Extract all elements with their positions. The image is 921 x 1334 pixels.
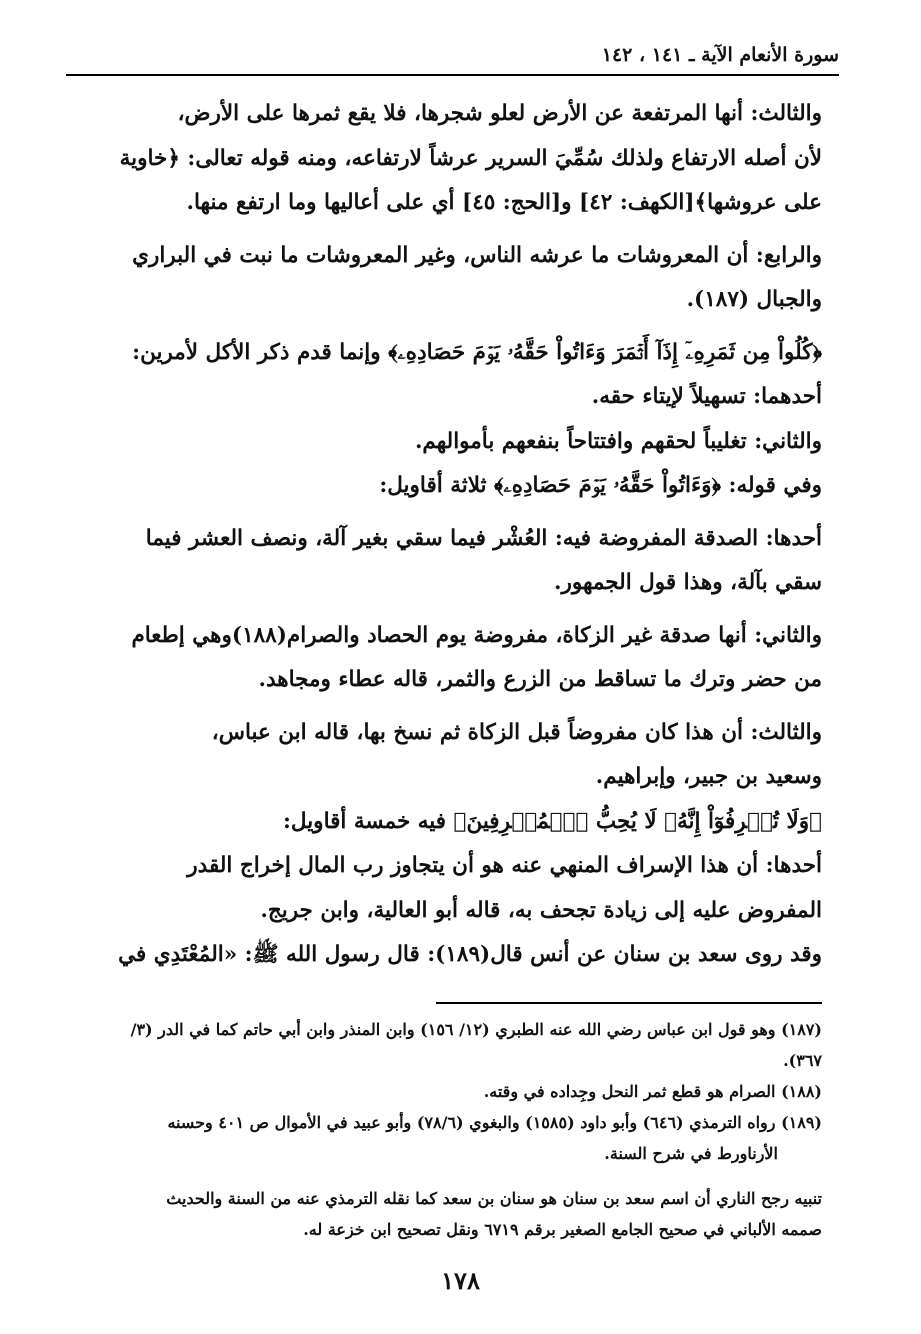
text-line: المفروض عليه إلى زيادة تجحف به، قاله أبو العالية، وابن جريج. [260,897,822,923]
footnotes [76,1014,822,1245]
text-line: أحدهما: تسهيلاً لإيتاء حقه. [591,384,822,409]
quran-verse-line: ﴿كُلُواْ مِن ثَمَرِهِۦٓ إِذَآ أَثۡمَرَ وَءَاتُواْ حَقَّهُۥ يَوۡمَ حَصَادِهِۦ﴾ وإنما قدم ذكر الأكل لأمرين: [132,339,822,365]
running-header: سورة الأنعام الآية ـ ١٤١ ، ١٤٢ [66,38,839,76]
text-line: والثالث: أن هذا كان مفروضاً قبل الزكاة ثم نسخ بها، قاله ابن عباس، [211,719,822,745]
footnote-separator [436,1002,822,1004]
footnote-189: (١٨٩) رواه الترمذي (٦٤٦) وأبو داود (١٥٨٥) والبغوي (٧٨/٦) وأبو عبيد في الأموال ص ٤٠١ وحسنه [167,1113,822,1132]
text-line: سقي بآلة، وهذا قول الجمهور. [553,570,822,595]
text-line: من حضر وترك ما تساقط من الزرع والثمر، قاله عطاء ومجاهد. [258,667,822,692]
footnote-note: تنبيه رجح الناري أن اسم سعد بن سنان هو سنان بن سعد كما نقله الترمذي عنه من السنة والحديث [166,1189,822,1208]
footnote-189-continued: الأرناورط في شرح السنة. [604,1144,778,1163]
footnote-187: (١٨٧) وهو قول ابن عباس رضي الله عنه الطبري (١٢/ ١٥٦) وابن المنذر وابن أبي حاتم كما في الدر (٣/ [130,1020,822,1039]
text-line: والرابع: أن المعروشات ما عرشه الناس، وغير المعروشات ما نبت في البراري [132,242,822,268]
text-line: وقد روى سعد بن سنان عن أنس قال(١٨٩): قال رسول الله ﷺ: «المُعْتَدِي في [118,942,822,967]
text-line: وسعيد بن جبير، وإبراهيم. [595,764,822,789]
text-line: لأن أصله الارتفاع ولذلك سُمِّيَ السرير عرشاً لارتفاعه، ومنه قوله تعالى: ﴿خاوية [119,145,822,171]
quran-verse-line: ﴿وَلَا تُسۡرِفُوٓاْ إِنَّهُۥ لَا يُحِبُّ ٱلۡمُسۡرِفِينَ﴾ فيه خمسة أقاويل: [282,808,822,834]
footnote-188: (١٨٨) الصرام هو قطع ثمر النحل وجِداده في وقته. [483,1082,822,1101]
text-line: والجبال (١٨٧). [686,287,822,312]
text-line: والثاني: أنها صدقة غير الزكاة، مفروضة يوم الحصاد والصرام(١٨٨)وهي إطعام [131,622,822,648]
text-line: والثالث: أنها المرتفعة عن الأرض لعلو شجرها، فلا يقع ثمرها على الأرض، [177,101,822,126]
text-line: أحدها: الصدقة المفروضة فيه: العُشْر فيما سقي بغير آلة، ونصف العشر فيما [145,525,822,551]
footnote-note-continued: صممه الألباني في صحيح الجامع الصغير برقم ٦٧١٩ ونقل تصحيح ابن خزعة له. [303,1220,822,1239]
page-number: ١٧٨ [441,1266,480,1295]
text-line: أحدها: أن هذا الإسراف المنهي عنه هو أن يتجاوز رب المال إخراج القدر [187,853,822,878]
footnote-187-continued: ٣٦٧). [783,1051,822,1070]
text-line: والثاني: تغليباً لحقهم وافتتاحاً بنفعهم بأموالهم. [414,428,822,454]
quran-verse-line: وفي قوله: ﴿وَءَاتُواْ حَقَّهُۥ يَوۡمَ حَصَادِهِۦ﴾ ثلاثة أقاويل: [379,473,822,498]
main-text [76,92,822,978]
text-line: على عروشها﴾[الكهف: ٤٢] و[الحج: ٤٥] أي على أعاليها وما ارتفع منها. [186,190,822,215]
